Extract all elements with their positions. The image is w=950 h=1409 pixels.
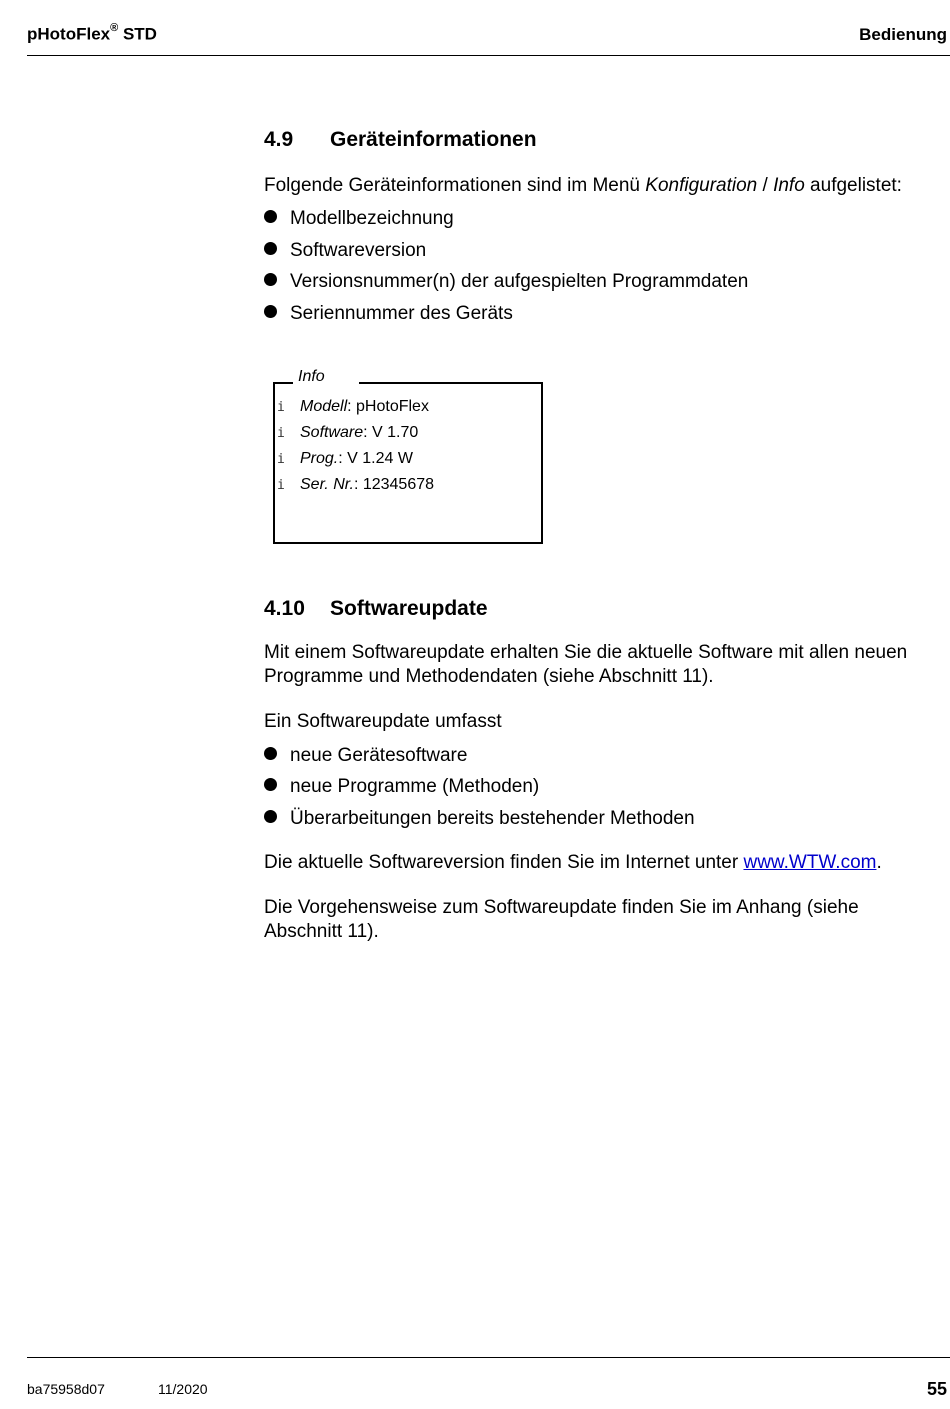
section-4-10-para2: Ein Softwareupdate umfasst (264, 711, 502, 732)
section-number: 4.9 (264, 128, 294, 151)
page-number: 55 (926, 1379, 947, 1399)
footer-doc-id: ba75958d07 (27, 1381, 105, 1397)
section-title: Softwareupdate (330, 597, 488, 620)
bullet-icon (264, 778, 277, 791)
header-rule (27, 55, 950, 56)
info-box-title: Info (293, 368, 359, 386)
info-icon: i (277, 452, 285, 467)
bullet-icon (264, 210, 277, 223)
info-line-program: i Prog.: V 1.24 W (277, 450, 413, 467)
footer-date: 11/2020 (158, 1381, 208, 1397)
list-item: Seriennummer des Geräts (264, 302, 513, 326)
bullet-icon (264, 242, 277, 255)
section-4-10-heading (264, 597, 488, 621)
menu-info: Info (773, 175, 805, 196)
registered-mark: ® (110, 22, 119, 34)
list-item: Überarbeitungen bereits bestehender Methoden (264, 807, 695, 831)
info-line-serial: i Ser. Nr.: 12345678 (277, 476, 435, 493)
section-number: 4.10 (264, 597, 305, 620)
section-4-10-para1: Mit einem Softwareupdate erhalten Sie die aktuelle Software mit allen neuen Programme und Methodendaten (siehe Abschnitt 11). (264, 642, 908, 687)
list-item: Versionsnummer(n) der aufgespielten Programmdaten (264, 270, 748, 294)
footer-rule (27, 1357, 950, 1358)
wtw-website-link[interactable]: www.WTW.com (743, 852, 877, 873)
list-item: Softwareversion (264, 239, 426, 263)
bullet-icon (264, 747, 277, 760)
section-4-10-para4: Die Vorgehensweise zum Softwareupdate finden Sie im Anhang (siehe Abschnitt 11). (264, 897, 859, 942)
section-4-9-intro: Folgende Geräteinformationen sind im Menü Konfiguration / Info aufgelistet: (264, 175, 902, 196)
info-icon: i (277, 426, 285, 441)
info-icon: i (277, 478, 285, 493)
section-4-9-heading (264, 128, 537, 152)
info-line-software: i Software: V 1.70 (277, 424, 419, 441)
section-title: Geräteinformationen (330, 128, 537, 151)
bullet-icon (264, 273, 277, 286)
product-name: pHotoFlex (27, 24, 111, 44)
info-line-model: i Modell: pHotoFlex (277, 398, 429, 415)
header-product (27, 24, 157, 45)
list-item: neue Programme (Methoden) (264, 775, 539, 799)
bullet-icon (264, 305, 277, 318)
menu-konfiguration: Konfiguration (645, 175, 758, 196)
info-icon: i (277, 400, 285, 415)
list-item: neue Gerätesoftware (264, 744, 467, 768)
list-item: Modellbezeichnung (264, 207, 454, 231)
section-4-10-para3: Die aktuelle Softwareversion finden Sie im Internet unter www.WTW.com. (264, 852, 882, 873)
header-section: Bedienung (859, 25, 947, 44)
bullet-icon (264, 810, 277, 823)
product-suffix: STD (122, 24, 157, 44)
